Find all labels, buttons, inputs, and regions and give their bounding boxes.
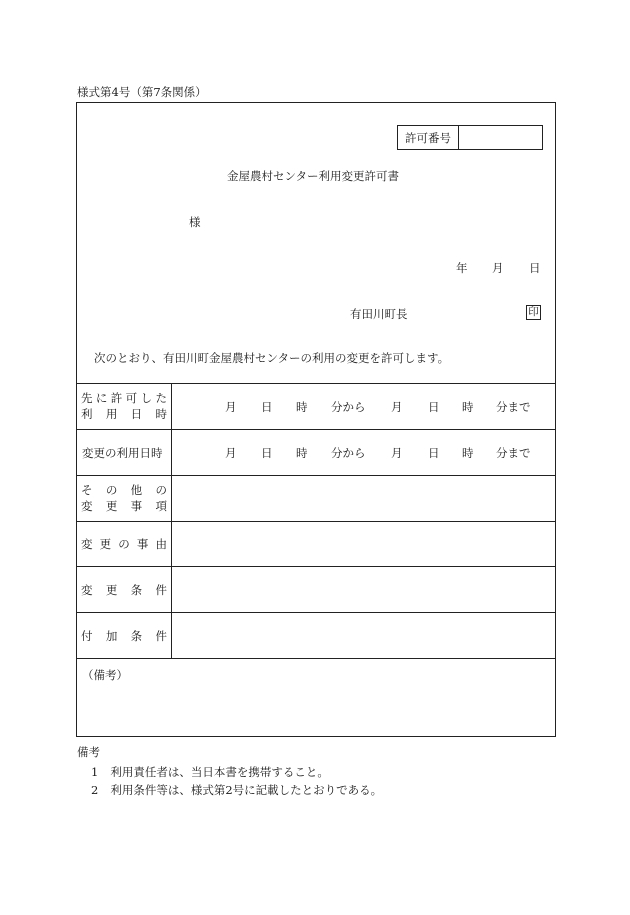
new-minute-to[interactable]: 分まで <box>496 446 531 460</box>
addressee-honorific: 様 <box>189 215 201 229</box>
label-char: 更 <box>99 537 112 551</box>
label-char: に <box>95 391 108 405</box>
table-line <box>76 475 556 476</box>
label-char: 変 <box>81 583 93 597</box>
row-label-other-changes <box>81 482 167 514</box>
label-char: 変 <box>81 537 93 551</box>
label-char: し <box>140 391 153 405</box>
permit-number-value[interactable] <box>459 126 542 149</box>
note-number: 1 <box>91 765 99 779</box>
new-hour[interactable]: 時 <box>296 446 308 460</box>
label-char: の <box>155 483 167 497</box>
table-line <box>76 566 556 567</box>
new-day-to[interactable]: 日 <box>428 446 440 460</box>
label-char: 可 <box>125 391 138 405</box>
row-label-previous-datetime <box>81 390 167 422</box>
prev-hour-to[interactable]: 時 <box>462 400 474 414</box>
note-number: 2 <box>91 783 99 797</box>
table-line <box>76 612 556 613</box>
label-line <box>81 390 167 406</box>
note-text: 利用責任者は、当日本書を携帯すること。 <box>110 765 329 779</box>
label-char: 先 <box>81 391 93 405</box>
prev-hour[interactable]: 時 <box>296 400 308 414</box>
table-line <box>76 383 556 384</box>
label-char: 許 <box>110 391 123 405</box>
label-char: 用 <box>105 407 118 421</box>
form-label: 様式第4号（第7条関係） <box>77 85 207 99</box>
document-title: 金屋農村センター利用変更許可書 <box>227 169 400 183</box>
label-char: 事 <box>136 537 149 551</box>
new-minute-from[interactable]: 分から <box>331 446 366 460</box>
note-text: 利用条件等は、様式第2号に記載したとおりである。 <box>110 783 383 797</box>
date-month: 月 <box>492 261 504 275</box>
label-char: 更 <box>105 583 118 597</box>
seal-mark: 印 <box>526 305 541 320</box>
table-line <box>76 521 556 522</box>
table-column-divider <box>171 383 172 658</box>
date-day: 日 <box>529 261 541 275</box>
label-char: 他 <box>130 483 143 497</box>
prev-day[interactable]: 日 <box>261 400 273 414</box>
label-char: そ <box>81 483 93 497</box>
label-char: 時 <box>155 407 167 421</box>
label-char: 更 <box>105 499 118 513</box>
label-line <box>81 498 167 514</box>
issuer-name: 有田川町長 <box>350 307 408 321</box>
note-item <box>91 782 382 798</box>
row-label-reason <box>81 536 167 552</box>
permission-statement: 次のとおり、有田川町金屋農村センターの利用の変更を許可します。 <box>94 351 450 365</box>
row-label-additional <box>81 628 167 644</box>
notes-title: 備考 <box>77 745 100 759</box>
prev-month[interactable]: 月 <box>225 400 237 414</box>
label-char: 条 <box>130 629 143 643</box>
label-char: 日 <box>130 407 143 421</box>
label-char: の <box>105 483 118 497</box>
prev-day-to[interactable]: 日 <box>428 400 440 414</box>
permit-number-label: 許可番号 <box>398 126 459 149</box>
label-char: 項 <box>155 499 167 513</box>
label-char: 付 <box>81 629 93 643</box>
label-char: 条 <box>130 583 143 597</box>
note-item <box>91 764 329 780</box>
label-char: 件 <box>155 583 167 597</box>
new-month-to[interactable]: 月 <box>391 446 403 460</box>
label-char: 由 <box>155 537 167 551</box>
permit-number-box <box>397 125 543 150</box>
label-char: 事 <box>130 499 143 513</box>
row-label-new-datetime: 変更の利用日時 <box>82 446 163 460</box>
new-month[interactable]: 月 <box>225 446 237 460</box>
table-line <box>76 429 556 430</box>
label-char: 加 <box>105 629 118 643</box>
prev-minute-from[interactable]: 分から <box>331 400 366 414</box>
date-year: 年 <box>456 261 468 275</box>
label-char: 利 <box>81 407 93 421</box>
label-char: 変 <box>81 499 93 513</box>
prev-month-to[interactable]: 月 <box>391 400 403 414</box>
label-line <box>81 406 167 422</box>
table-line <box>76 658 556 659</box>
row-label-conditions <box>81 582 167 598</box>
new-hour-to[interactable]: 時 <box>462 446 474 460</box>
remarks-label: （備考） <box>82 668 128 682</box>
label-char: 件 <box>155 629 167 643</box>
label-char: の <box>118 537 130 551</box>
label-line <box>81 482 167 498</box>
new-day[interactable]: 日 <box>261 446 273 460</box>
prev-minute-to[interactable]: 分まで <box>496 400 531 414</box>
label-char: た <box>155 391 167 405</box>
